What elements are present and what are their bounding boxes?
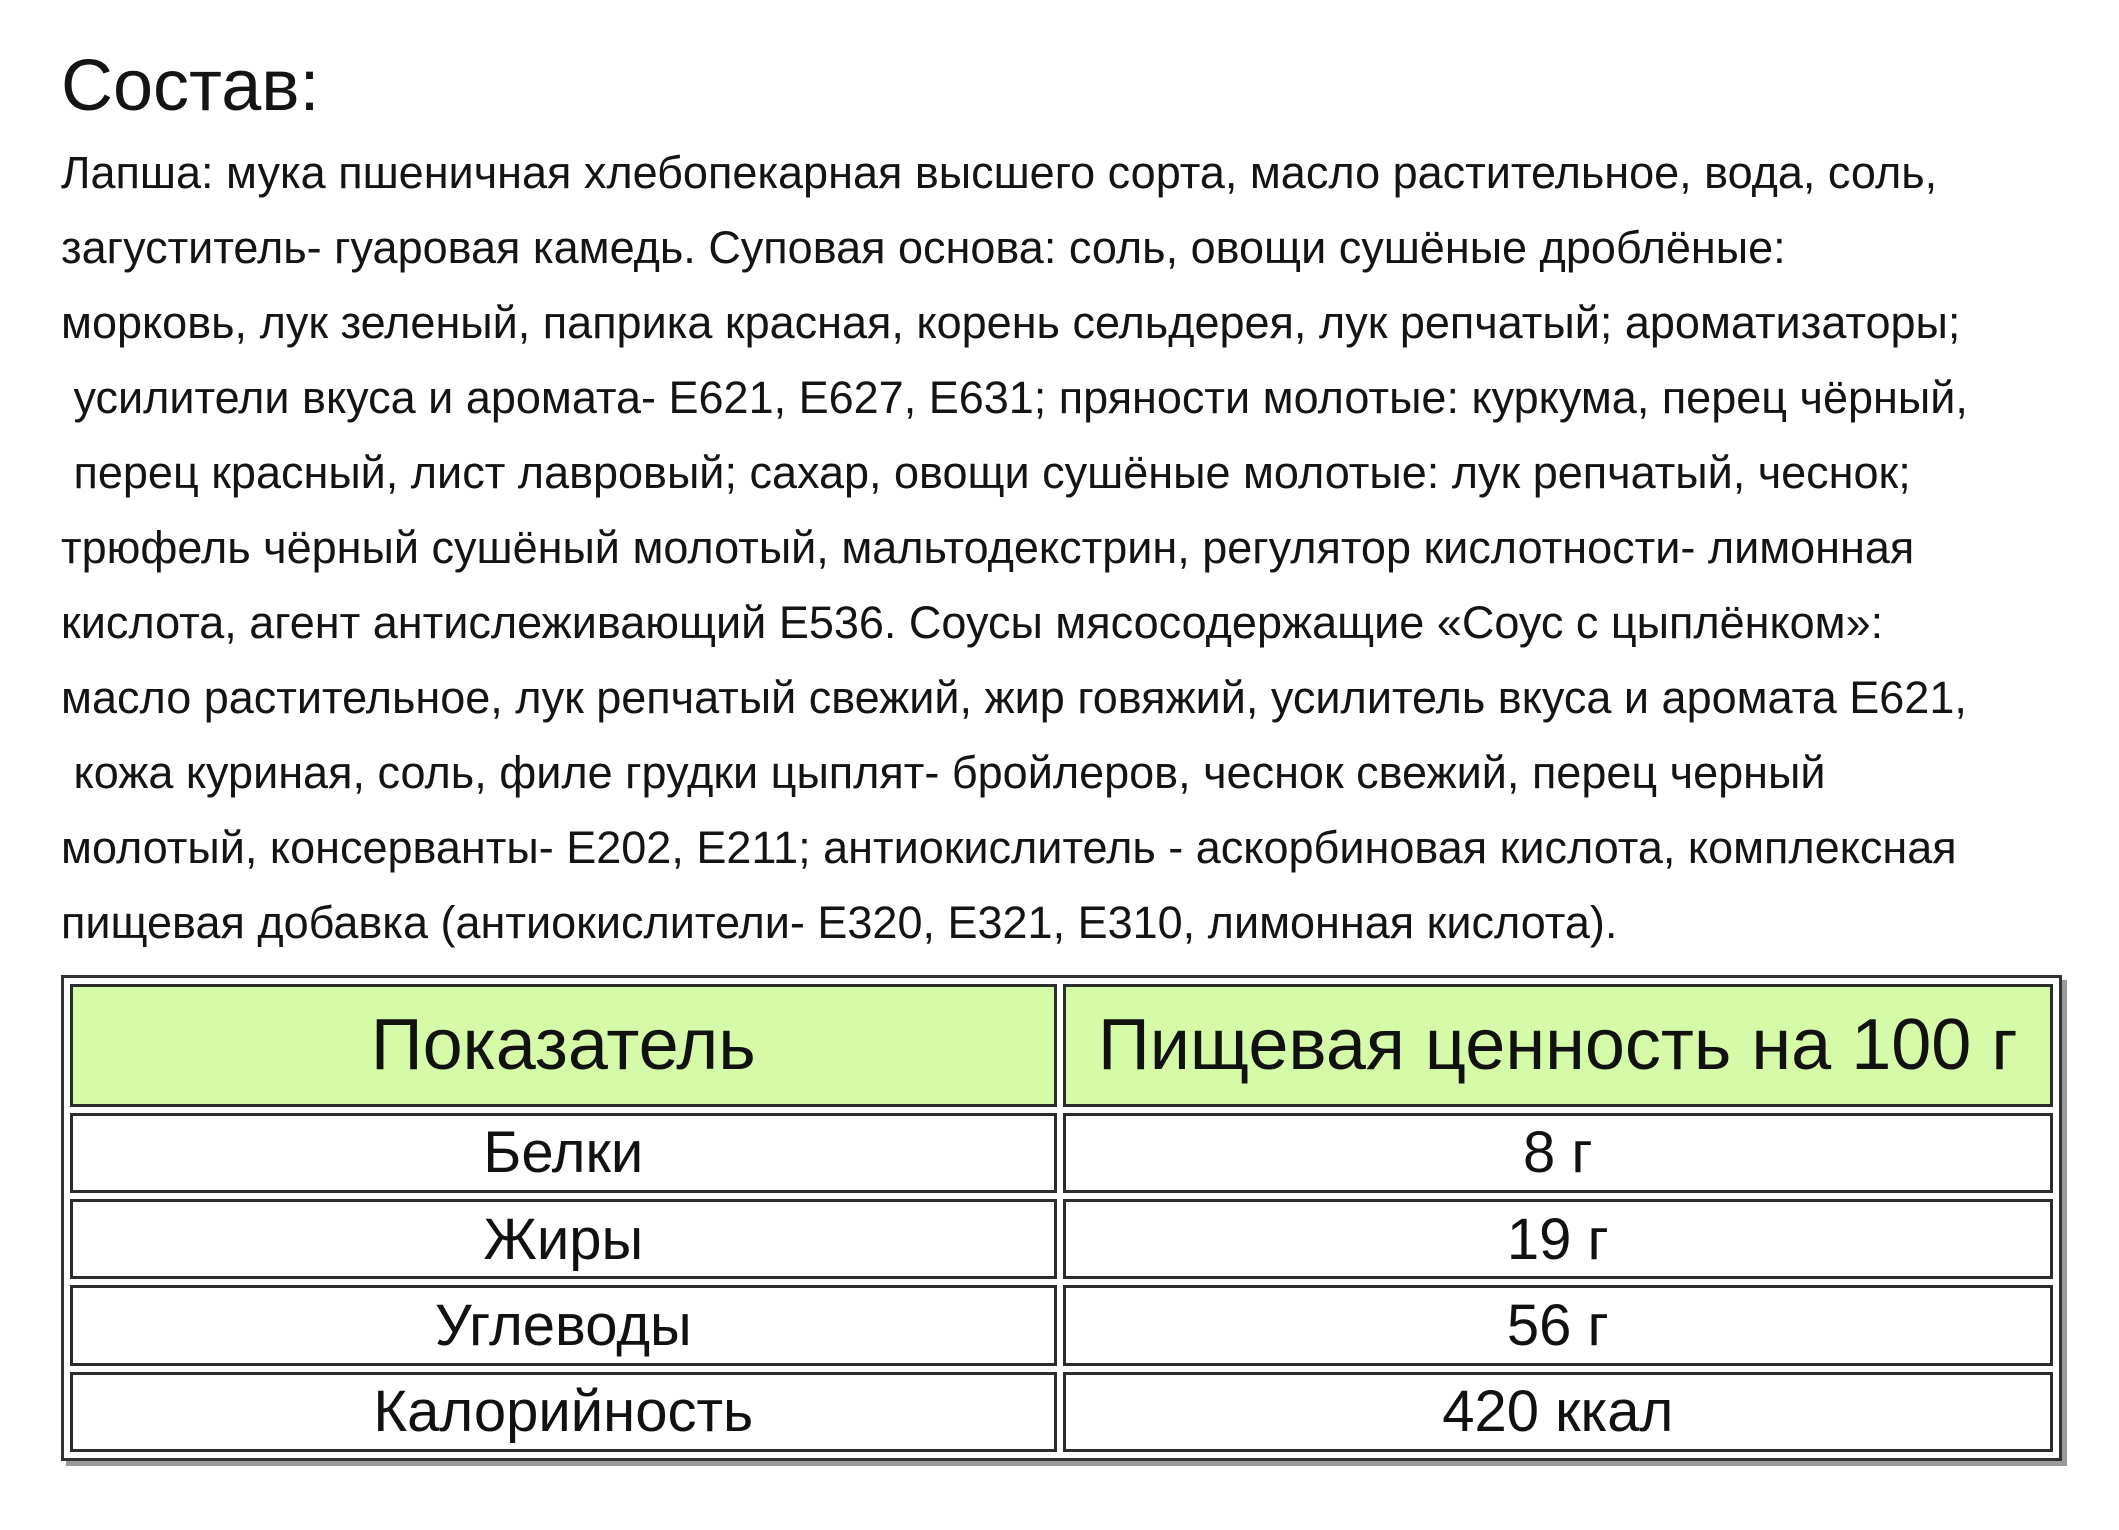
composition-line: пищевая добавка (антиокислители- Е320, Е321, Е310, лимонная кислота).	[61, 897, 1618, 948]
composition-line: масло растительное, лук репчатый свежий, жир говяжий, усилитель вкуса и аромата Е621,	[61, 672, 1967, 723]
row-indicator-carbs: Углеводы	[70, 1285, 1057, 1365]
composition-title: Состав:	[61, 46, 320, 126]
table-row	[70, 1113, 2053, 1193]
composition-line: Лапша: мука пшеничная хлебопекарная высшего сорта, масло растительное, вода, соль,	[61, 147, 1938, 198]
composition-line: перец красный, лист лавровый; сахар, овощи сушёные молотые: лук репчатый, чеснок;	[61, 447, 1911, 498]
composition-line: молотый, консерванты- Е202, Е211; антиокислитель - аскорбиновая кислота, комплексная	[61, 822, 1957, 873]
table-row	[70, 1372, 2053, 1452]
composition-line: кислота, агент антислеживающий Е536. Соусы мясосодержащие «Соус с цыплёнком»:	[61, 597, 1884, 648]
header-value: Пищевая ценность на 100 г	[1063, 984, 2053, 1107]
composition-line: усилители вкуса и аромата- Е621, Е627, Е631; пряности молотые: куркума, перец чёрный,	[61, 372, 1968, 423]
row-value-carbs: 56 г	[1063, 1285, 2053, 1365]
row-indicator-fats: Жиры	[70, 1199, 1057, 1279]
composition-line: трюфель чёрный сушёный молотый, мальтодекстрин, регулятор кислотности- лимонная	[61, 522, 1915, 573]
table-header-row	[70, 984, 2053, 1107]
row-value-proteins: 8 г	[1063, 1113, 2053, 1193]
row-indicator-calories: Калорийность	[70, 1372, 1057, 1452]
nutrition-table	[64, 978, 2059, 1458]
header-indicator: Показатель	[70, 984, 1057, 1107]
row-value-fats: 19 г	[1063, 1199, 2053, 1279]
composition-line: загуститель- гуаровая камедь. Суповая основа: соль, овощи сушёные дроблёные:	[61, 222, 1786, 273]
table-row	[70, 1285, 2053, 1365]
composition-line: кожа куриная, соль, филе грудки цыплят- бройлеров, чеснок свежий, перец черный	[61, 747, 1826, 798]
table-row	[70, 1199, 2053, 1279]
row-indicator-proteins: Белки	[70, 1113, 1057, 1193]
composition-text	[61, 135, 2119, 960]
row-value-calories: 420 ккал	[1063, 1372, 2053, 1452]
composition-line: морковь, лук зеленый, паприка красная, корень сельдерея, лук репчатый; ароматизаторы;	[61, 297, 1961, 348]
nutrition-table-frame	[61, 975, 2062, 1461]
